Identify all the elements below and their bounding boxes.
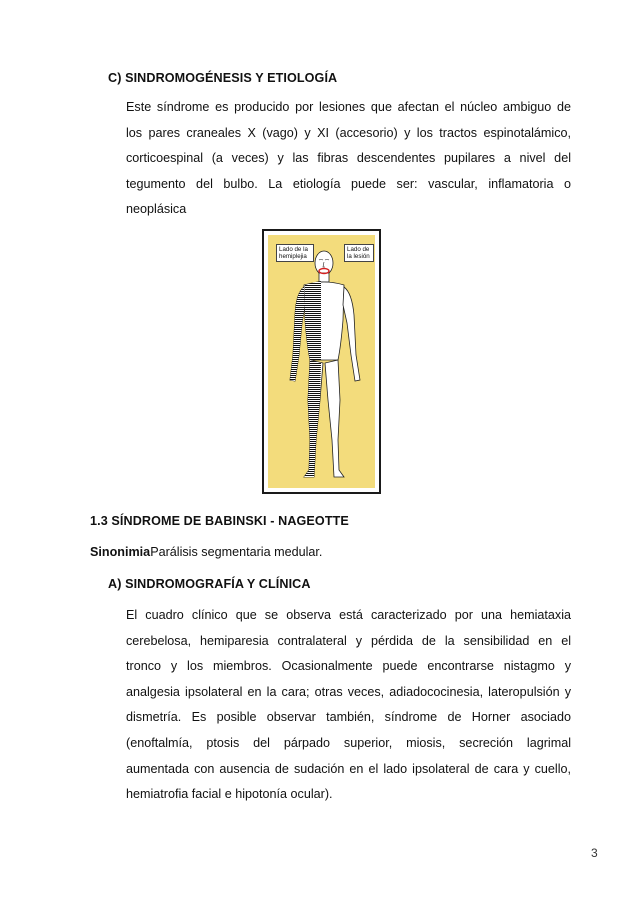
paragraph-line: tegumento del bulbo. La etiología puede ser: vascular, inflamatoria o: [126, 176, 571, 191]
section-c-heading: C) SINDROMOGÉNESIS Y ETIOLOGÍA: [108, 71, 338, 85]
section-a-paragraph: [126, 603, 571, 808]
figure-frame: [262, 229, 381, 494]
label-lesion-side: Lado de la lesión: [344, 244, 374, 262]
paragraph-line: analgesia ipsolateral en la cara; otras veces, adiadococinesia, lateropulsión y: [126, 684, 571, 699]
paragraph-line: los pares craneales X (vago) y XI (accesorio) y los tractos espinotalámico,: [126, 125, 571, 140]
body-hemiplegia-illustration: [268, 235, 375, 488]
sinonimia-label: Sinonimia: [90, 545, 151, 559]
sinonimia-text: Parálisis segmentaria medular.: [150, 545, 323, 559]
section-13-heading: 1.3 SÍNDROME DE BABINSKI - NAGEOTTE: [90, 514, 349, 528]
paragraph-line: cerebelosa, hemiparesia contralateral y pérdida de la sensibilidad en el: [126, 633, 571, 648]
section-c-paragraph: [126, 95, 571, 223]
paragraph-line: tronco y los miembros. Ocasionalmente puede encontrarse nistagmo y: [126, 659, 571, 674]
paragraph-line: corticoespinal (a veces) y las fibras descendentes pupilares a nivel del: [126, 151, 571, 166]
paragraph-line: hemiatrofia facial e hipotonía ocular).: [126, 787, 333, 802]
figure-illustration: [268, 235, 375, 488]
sinonimia-line: [90, 545, 322, 559]
paragraph-line: aumentada con ausencia de sudación en el lado ipsolateral de cara y cuello,: [126, 761, 571, 776]
section-a-heading: A) SINDROMOGRAFÍA Y CLÍNICA: [108, 577, 311, 591]
hemiplegia-hatching: [290, 281, 321, 477]
body-outline: [290, 251, 360, 477]
paragraph-line: Este síndrome es producido por lesiones que afectan el núcleo ambiguo de: [126, 100, 571, 114]
paragraph-line: neoplásica: [126, 202, 187, 217]
label-hemiplegia-side: Lado de la hemiplejia: [276, 244, 314, 262]
paragraph-line: (enoftalmía, ptosis del párpado superior, miosis, secreción lagrimal: [126, 735, 571, 750]
paragraph-line: dismetría. Es posible observar también, síndrome de Horner asociado: [126, 710, 571, 725]
page-number: 3: [591, 846, 598, 860]
paragraph-line: El cuadro clínico que se observa está caracterizado por una hemiataxia: [126, 608, 571, 622]
